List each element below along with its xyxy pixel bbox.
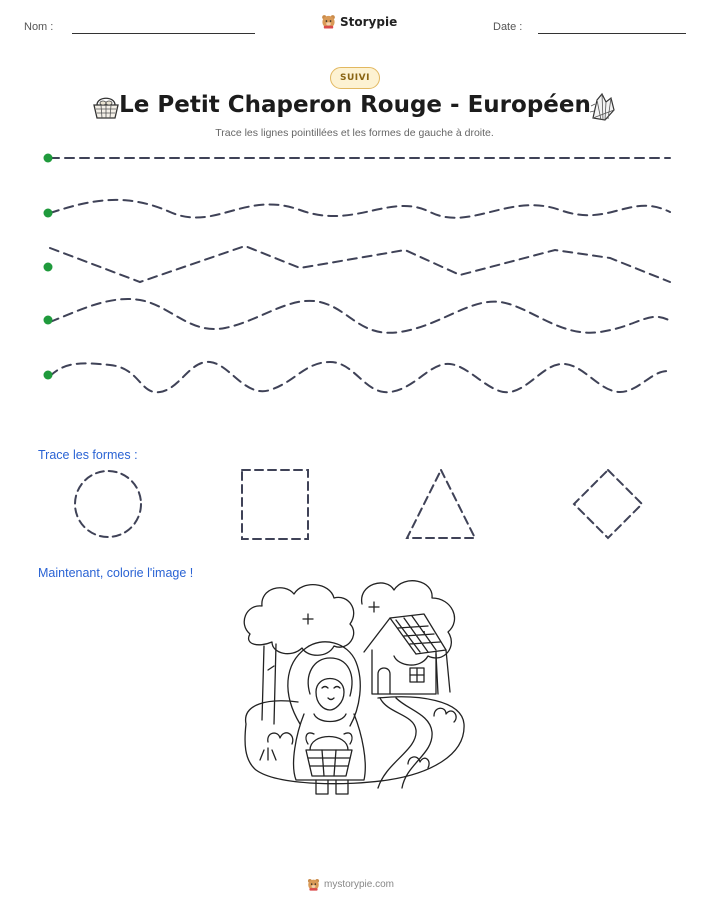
tracing-line-deep-wave <box>50 362 672 392</box>
start-dot <box>44 263 53 272</box>
footer-url[interactable]: mystorypie.com <box>324 879 395 890</box>
instructions: Trace les lignes pointillées et les formes de gauche à droite. <box>215 127 494 139</box>
coloring-illustration <box>238 574 472 800</box>
shape-triangle <box>407 470 475 538</box>
start-dot <box>44 154 53 163</box>
start-dot <box>44 209 53 218</box>
date-label: Date : <box>493 21 523 33</box>
shape-diamond <box>574 470 642 538</box>
footer <box>307 878 394 891</box>
page-title: Le Petit Chaperon Rouge - Européen <box>119 92 591 118</box>
brand <box>321 14 397 29</box>
tracing-line-wave <box>50 299 672 333</box>
crystal-icon <box>587 90 617 122</box>
storypie-bear-logo <box>307 878 320 891</box>
tracing-line-gentle-wave <box>50 200 670 218</box>
date-field-line[interactable] <box>538 33 686 34</box>
tracing-lines <box>0 140 709 410</box>
brand-name: Storypie <box>340 14 398 29</box>
start-dot <box>44 371 53 380</box>
name-field-line[interactable] <box>72 33 255 34</box>
tracing-shapes <box>0 462 709 548</box>
coloring-section-label: Maintenant, colorie l'image ! <box>38 566 194 580</box>
tracing-line-zigzag <box>50 246 670 282</box>
name-label: Nom : <box>24 21 54 33</box>
storypie-bear-logo <box>321 14 336 29</box>
shapes-section-label: Trace les formes : <box>38 448 138 462</box>
start-dot <box>44 316 53 325</box>
shape-square <box>242 470 308 539</box>
shape-circle <box>75 471 141 537</box>
level-badge: SUIVI <box>330 67 380 89</box>
